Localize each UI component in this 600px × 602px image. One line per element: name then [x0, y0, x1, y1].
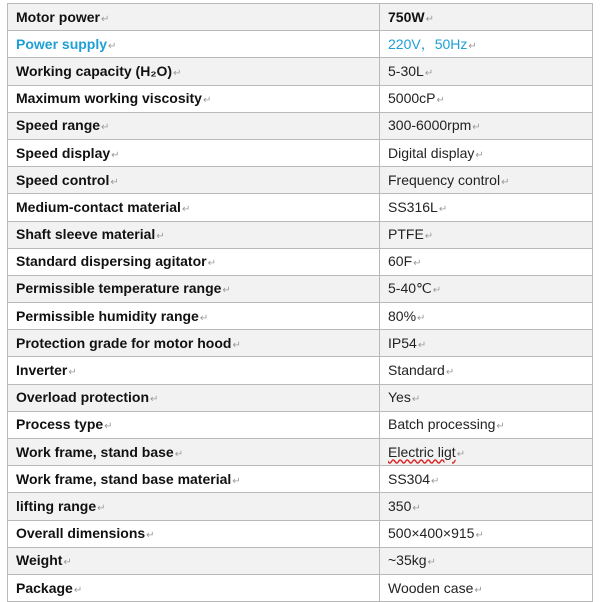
spec-value-cell	[380, 466, 593, 493]
table-row	[8, 466, 593, 493]
spec-label-cell	[8, 574, 380, 601]
spec-value: Digital display	[388, 144, 475, 161]
spec-value: 80%	[388, 307, 417, 324]
spec-label-cell	[8, 167, 380, 194]
paragraph-mark-icon: ↵	[475, 530, 484, 542]
spec-value-cell	[380, 439, 593, 466]
paragraph-mark-icon: ↵	[108, 40, 117, 52]
spec-value: 5000cP	[388, 90, 436, 107]
spec-label-cell	[8, 85, 380, 112]
table-row	[8, 58, 593, 85]
paragraph-mark-icon: ↵	[445, 367, 455, 379]
spec-value: ~35kg	[388, 552, 427, 569]
spec-value: Batch processing	[388, 416, 496, 433]
paragraph-mark-icon: ↵	[97, 502, 106, 514]
table-row	[8, 411, 593, 438]
spec-value-cell	[380, 275, 593, 302]
spec-value-cell	[380, 520, 593, 547]
paragraph-mark-icon: ↵	[424, 231, 434, 243]
table-row	[8, 248, 593, 275]
spec-label-cell	[8, 493, 380, 520]
paragraph-mark-icon: ↵	[156, 231, 165, 243]
spec-value-cell	[380, 574, 593, 601]
spec-label-cell	[8, 275, 380, 302]
spec-value-cell	[380, 493, 593, 520]
spec-label-cell	[8, 357, 380, 384]
spec-value: 750W	[388, 8, 425, 25]
paragraph-mark-icon: ↵	[474, 584, 483, 596]
table-row	[8, 574, 593, 601]
spec-value-cell	[380, 330, 593, 357]
paragraph-mark-icon: ↵	[431, 475, 440, 487]
spec-label-cell	[8, 31, 380, 58]
spec-value: 60F	[388, 253, 413, 270]
spec-value-cell	[380, 248, 593, 275]
spec-value: Electric ligt	[388, 443, 456, 460]
spec-table-body	[8, 4, 593, 602]
spec-label: Speed control	[16, 171, 110, 188]
paragraph-mark-icon: ↵	[417, 312, 426, 324]
table-row	[8, 547, 593, 574]
spec-value-cell	[380, 221, 593, 248]
paragraph-mark-icon: ↵	[199, 312, 209, 324]
table-row	[8, 139, 593, 166]
paragraph-mark-icon: ↵	[150, 394, 159, 406]
spec-label: Speed display	[16, 144, 111, 161]
paragraph-mark-icon: ↵	[232, 339, 241, 351]
spec-value: SS316L	[388, 198, 438, 215]
table-row	[8, 221, 593, 248]
spec-label: Work frame, stand base material	[16, 470, 232, 487]
table-row	[8, 520, 593, 547]
paragraph-mark-icon: ↵	[111, 149, 120, 161]
spec-value-cell	[380, 384, 593, 411]
spec-value: 5-30L	[388, 62, 424, 79]
spec-label: Inverter	[16, 362, 68, 379]
spec-label: Package	[16, 579, 73, 596]
spec-value-cell	[380, 58, 593, 85]
spec-value: PTFE	[388, 226, 424, 243]
paragraph-mark-icon: ↵	[475, 149, 484, 161]
paragraph-mark-icon: ↵	[173, 67, 182, 79]
paragraph-mark-icon: ↵	[104, 421, 113, 433]
paragraph-mark-icon: ↵	[424, 67, 434, 79]
spec-label-cell	[8, 221, 380, 248]
spec-label: Permissible humidity range	[16, 307, 199, 324]
table-row	[8, 4, 593, 31]
spec-table	[7, 3, 593, 602]
spec-value: 5-40℃	[388, 280, 432, 297]
spec-label-cell	[8, 466, 380, 493]
paragraph-mark-icon: ↵	[427, 557, 436, 569]
spec-label: Work frame, stand base	[16, 443, 174, 460]
paragraph-mark-icon: ↵	[232, 475, 241, 487]
paragraph-mark-icon: ↵	[110, 176, 119, 188]
spec-label-cell	[8, 139, 380, 166]
spec-label: Process type	[16, 416, 104, 433]
spec-value-cell	[380, 31, 593, 58]
spec-label: Protection grade for motor hood	[16, 334, 232, 351]
paragraph-mark-icon: ↵	[501, 176, 510, 188]
table-row	[8, 493, 593, 520]
spec-value: 350	[388, 497, 412, 514]
paragraph-mark-icon: ↵	[413, 258, 422, 270]
spec-value: Wooden case	[388, 579, 474, 596]
spec-value-cell	[380, 139, 593, 166]
paragraph-mark-icon: ↵	[68, 367, 77, 379]
spec-label-cell	[8, 4, 380, 31]
paragraph-mark-icon: ↵	[73, 584, 83, 596]
spec-value-cell	[380, 303, 593, 330]
table-row	[8, 112, 593, 139]
paragraph-mark-icon: ↵	[438, 203, 448, 215]
spec-label: Shaft sleeve material	[16, 226, 156, 243]
table-row	[8, 384, 593, 411]
spec-label: Permissible temperature range	[16, 280, 222, 297]
spec-value-cell	[380, 85, 593, 112]
spec-label: lifting range	[16, 497, 97, 514]
spec-label: Overall dimensions	[16, 525, 146, 542]
spec-label-cell	[8, 58, 380, 85]
table-row	[8, 439, 593, 466]
table-row	[8, 194, 593, 221]
spec-value: IP54	[388, 334, 417, 351]
paragraph-mark-icon: ↵	[432, 285, 442, 297]
spec-label-cell	[8, 330, 380, 357]
spec-label: Weight	[16, 552, 63, 569]
paragraph-mark-icon: ↵	[101, 122, 110, 134]
spec-value-cell	[380, 112, 593, 139]
table-row	[8, 303, 593, 330]
spec-value: Standard	[388, 362, 445, 379]
spec-value: Yes	[388, 389, 411, 406]
spec-value-cell	[380, 357, 593, 384]
spec-label-cell	[8, 384, 380, 411]
paragraph-mark-icon: ↵	[181, 203, 191, 215]
paragraph-mark-icon: ↵	[472, 122, 481, 134]
spec-value-cell	[380, 167, 593, 194]
paragraph-mark-icon: ↵	[436, 95, 445, 107]
paragraph-mark-icon: ↵	[146, 530, 155, 542]
table-row	[8, 330, 593, 357]
paragraph-mark-icon: ↵	[417, 339, 427, 351]
paragraph-mark-icon: ↵	[425, 13, 434, 25]
paragraph-mark-icon: ↵	[456, 448, 466, 460]
spec-value-cell	[380, 411, 593, 438]
table-row	[8, 85, 593, 112]
paragraph-mark-icon: ↵	[202, 95, 212, 107]
spec-value-cell	[380, 194, 593, 221]
spec-label: Motor power	[16, 8, 100, 25]
paragraph-mark-icon: ↵	[63, 557, 72, 569]
paragraph-mark-icon: ↵	[207, 258, 216, 270]
table-row	[8, 357, 593, 384]
spec-label-cell	[8, 194, 380, 221]
spec-label-cell	[8, 439, 380, 466]
spec-value: 500×400×915	[388, 525, 475, 542]
paragraph-mark-icon: ↵	[222, 285, 231, 297]
paragraph-mark-icon: ↵	[412, 502, 421, 514]
spec-label: Medium-contact material	[16, 198, 181, 215]
table-row	[8, 31, 593, 58]
spec-value: Frequency control	[388, 171, 501, 188]
spec-label: Speed range	[16, 117, 101, 134]
spec-label-cell	[8, 411, 380, 438]
spec-label-cell	[8, 248, 380, 275]
spec-value: SS304	[388, 470, 431, 487]
paragraph-mark-icon: ↵	[101, 13, 110, 25]
paragraph-mark-icon: ↵	[468, 40, 477, 52]
spec-value: 300-6000rpm	[388, 117, 472, 134]
paragraph-mark-icon: ↵	[174, 448, 184, 460]
spec-label-cell	[8, 547, 380, 574]
paragraph-mark-icon: ↵	[496, 421, 505, 433]
spec-label: Standard dispersing agitator	[16, 253, 207, 270]
spec-label: Maximum working viscosity	[16, 90, 202, 107]
spec-label-cell	[8, 303, 380, 330]
spec-label-cell	[8, 520, 380, 547]
table-row	[8, 275, 593, 302]
spec-label: Working capacity (H₂O)	[16, 62, 173, 79]
spec-label: Power supply	[16, 35, 108, 52]
spec-value-cell	[380, 4, 593, 31]
table-row	[8, 167, 593, 194]
spec-label: Overload protection	[16, 389, 150, 406]
paragraph-mark-icon: ↵	[411, 394, 421, 406]
spec-value: 220V，50Hz	[388, 35, 468, 52]
spec-value-cell	[380, 547, 593, 574]
spec-label-cell	[8, 112, 380, 139]
